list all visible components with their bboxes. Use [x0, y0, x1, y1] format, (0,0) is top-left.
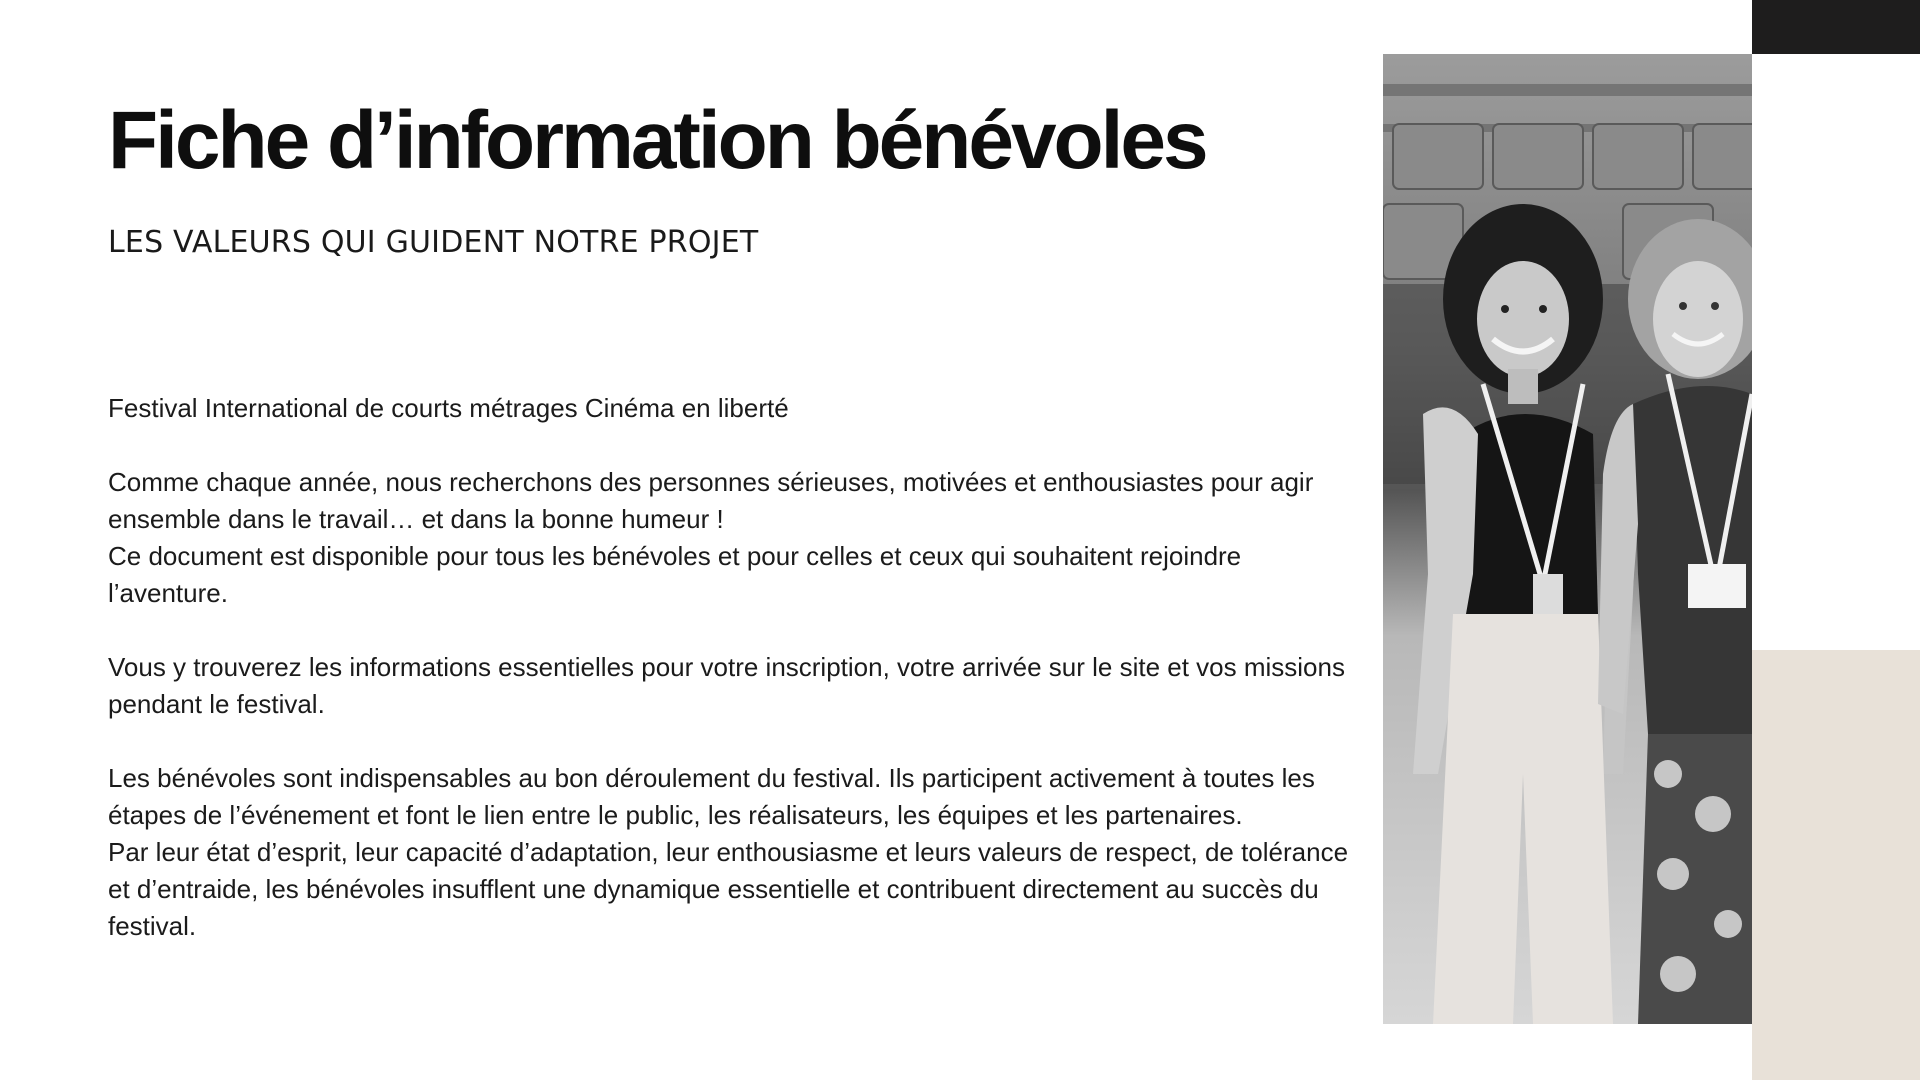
- beige-accent-block: [1752, 650, 1920, 1080]
- page-title: Fiche d’information bénévoles: [108, 95, 1206, 186]
- intro-sentence: Comme chaque année, nous recherchons des personnes sérieuses, motivées et enthousiastes pour agir ensemble dans le travail… et dans la bonne humeur !: [108, 467, 1314, 534]
- volunteers-paragraph: [108, 760, 1353, 945]
- festival-name: Festival International de courts métrages Cinéma en liberté: [108, 393, 789, 423]
- intro-paragraph: [108, 464, 1353, 612]
- volunteers-photo: [1383, 54, 1752, 1024]
- intro-sentence: Ce document est disponible pour tous les bénévoles et pour celles et ceux qui souhaitent rejoindre l’aventure.: [108, 541, 1242, 608]
- page-subtitle: LES VALEURS QUI GUIDENT NOTRE PROJET: [108, 225, 759, 260]
- body-text: [108, 390, 1353, 982]
- volunteers-sentence: Par leur état d’esprit, leur capacité d’adaptation, leur enthousiasme et leurs valeurs de respect, de tolérance et d’entraide, les bénévoles insufflent une dynamique essentielle et contribuent directement au succès du festival.: [108, 837, 1349, 941]
- info-paragraph: Vous y trouverez les informations essentielles pour votre inscription, votre arrivée sur le site et vos missions pendant le festival.: [108, 652, 1345, 719]
- volunteers-sentence: Les bénévoles sont indispensables au bon déroulement du festival. Ils participent activement à toutes les étapes de l’événement et font le lien entre le public, les réalisateurs, les équipes et les partenaires.: [108, 763, 1315, 830]
- dark-accent-block: [1752, 0, 1920, 54]
